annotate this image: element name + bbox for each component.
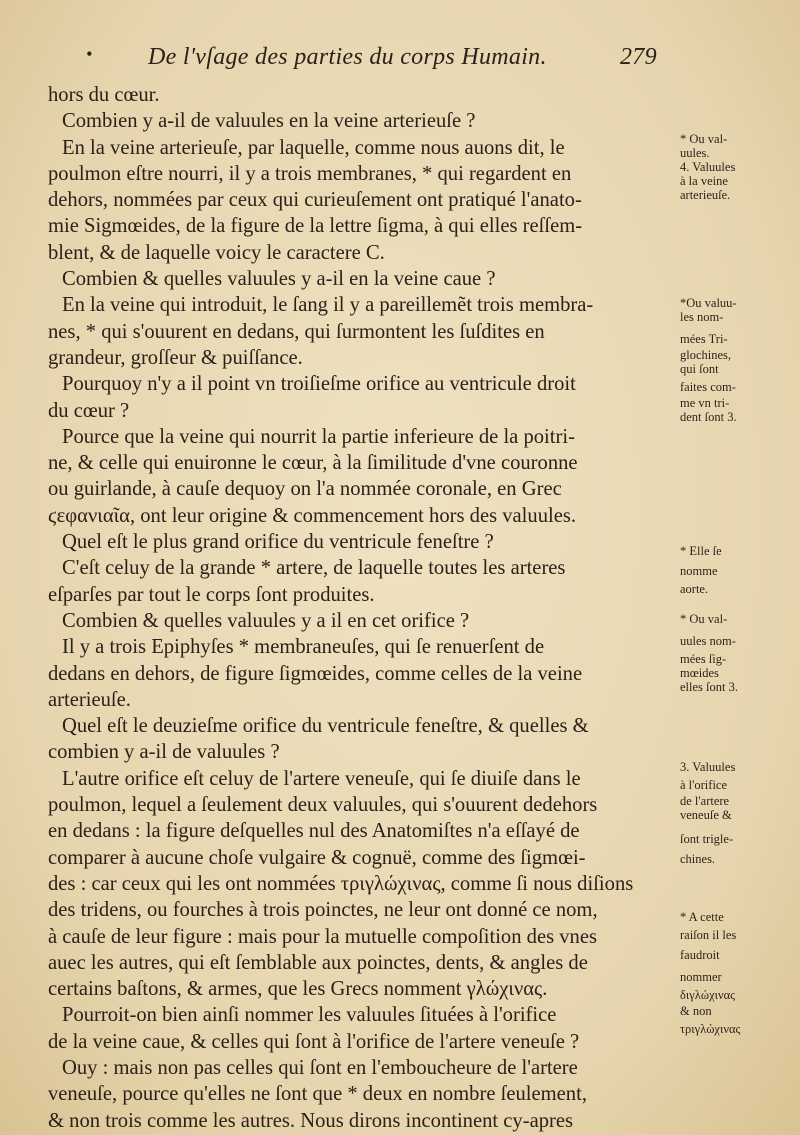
header-ornament: • xyxy=(86,44,93,64)
text-line: ne, & celle qui enuironne le cœur, à la ſimilitude d'vne couronne xyxy=(48,452,578,475)
margin-note: * Ou val- xyxy=(680,132,728,146)
margin-note: chines. xyxy=(680,852,716,866)
text-line: poulmon eſtre nourri, il y a trois membranes, * qui regardent en xyxy=(48,162,572,185)
page-number: 279 xyxy=(620,44,657,70)
margin-note: veneuſe & xyxy=(680,808,732,822)
margin-note: nommer xyxy=(680,970,722,984)
text-line: ou guirlande, à cauſe dequoy on l'a nommée coronale, en Grec xyxy=(48,478,562,501)
text-line: Ouy : mais non pas celles qui ſont en l'emboucheure de l'artere xyxy=(62,1056,578,1079)
text-line: Pource que la veine qui nourrit la partie inferieure de la poitri- xyxy=(62,425,575,448)
text-line: arterieuſe. xyxy=(48,688,131,711)
margin-note: faites com- xyxy=(680,380,736,394)
margin-note: dent ſont 3. xyxy=(680,410,737,424)
margin-note: me vn tri- xyxy=(680,396,730,410)
text-line: auec les autres, qui eſt ſemblable aux poinctes, dents, & angles de xyxy=(48,951,588,974)
text-line: comparer à aucune choſe vulgaire & cognuë, comme des ſigmœi- xyxy=(48,846,586,869)
margin-note: à la veine xyxy=(680,174,728,188)
text-line: des tridens, ou fourches à trois poinctes, ne leur ont donné ce nom, xyxy=(48,899,598,922)
margin-note: aorte. xyxy=(680,582,709,596)
text-line: mie Sigmœides, de la figure de la lettre ſigma, à qui elles reſſem- xyxy=(48,215,583,238)
text-line: Quel eſt le deuzieſme orifice du ventricule feneſtre, & quelles & xyxy=(62,715,589,738)
text-line: blent, & de laquelle voicy le caractere Ϲ. xyxy=(48,241,385,264)
text-line: dehors, nommées par ceux qui curieuſement ont pratiqué l'anato- xyxy=(48,189,582,212)
text-line: à cauſe de leur figure : mais pour la mutuelle compoſition des vnes xyxy=(48,925,598,948)
text-line: veneuſe, pource qu'elles ne ſont que * deux en nombre ſeulement, xyxy=(48,1083,587,1106)
text-line: L'autre orifice eſt celuy de l'artere veneuſe, qui ſe diuiſe dans le xyxy=(62,767,581,790)
running-header xyxy=(86,42,660,76)
margin-note: elles ſont 3. xyxy=(680,680,738,694)
margin-note: 4. Valuules xyxy=(680,160,736,174)
text-line: Pourroit-on bien ainſi nommer les valuules ſituées à l'orifice xyxy=(62,1004,557,1027)
margin-note: uules nom- xyxy=(680,634,736,648)
margin-note: mœides xyxy=(680,666,719,680)
margin-note: arterieuſe. xyxy=(680,188,731,202)
margin-note: les nom- xyxy=(680,310,724,324)
margin-note: raiſon il les xyxy=(680,928,737,942)
margin-note: & non xyxy=(680,1004,712,1018)
margin-note: τριγλώχινας xyxy=(680,1022,741,1036)
margin-note: ſont trigle- xyxy=(680,832,734,846)
margin-note: mées Tri- xyxy=(680,332,728,346)
text-line: poulmon, lequel a ſeulement deux valuules, qui s'ouurent dedehors xyxy=(48,794,598,817)
text-line: du cœur ? xyxy=(48,399,130,422)
margin-note: nomme xyxy=(680,564,718,578)
text-line: hors du cœur. xyxy=(48,84,160,106)
text-line: Combien & quelles valuules y a-il en la veine caue ? xyxy=(62,268,496,291)
margin-note: 3. Valuules xyxy=(680,760,736,774)
text-line: Combien & quelles valuules y a il en cet orifice ? xyxy=(62,609,470,632)
text-line: des : car ceux qui les ont nommées τριγλώχινας, comme ſi nous diſions xyxy=(48,872,634,895)
text-line: grandeur, groſſeur & puiſſance. xyxy=(48,346,303,369)
margin-note: * A cette xyxy=(680,910,724,924)
text-line: Quel eſt le plus grand orifice du ventricule feneſtre ? xyxy=(62,531,494,554)
margin-note: *Ou valuu- xyxy=(680,296,737,310)
text-line: en dedans : la figure deſquelles nul des Anatomiſtes n'a eſſayé de xyxy=(48,820,580,843)
text-line: eſparſes par tout le corps ſont produites. xyxy=(48,583,375,606)
margin-note: διγλώχινας xyxy=(680,988,736,1002)
margin-note: glochines, xyxy=(680,348,732,362)
text-line: En la veine arterieuſe, par laquelle, comme nous auons dit, le xyxy=(62,136,565,159)
text-line: nes, * qui s'ouurent en dedans, qui ſurmontent les ſuſdites en xyxy=(48,320,545,343)
text-line: C'eſt celuy de la grande * artere, de laquelle toutes les arteres xyxy=(62,557,566,580)
text-line: & non trois comme les autres. Nous dirons incontinent cy-apres xyxy=(48,1109,574,1132)
margin-note: uules. xyxy=(680,146,710,160)
text-line: combien y a-il de valuules ? xyxy=(48,741,280,764)
margin-note: à l'orifice xyxy=(680,778,728,792)
text-line: Combien y a-il de valuules en la veine arterieuſe ? xyxy=(62,110,476,133)
text-line: ϛεφανιαῖα, ont leur origine & commencement hors des valuules. xyxy=(48,504,577,527)
margin-note: qui ſont xyxy=(680,362,719,376)
header-title: De l'vſage des parties du corps Humain. xyxy=(148,44,547,70)
margin-note: * Elle ſe xyxy=(680,544,722,558)
text-line: Il y a trois Epiphyſes * membraneuſes, qui ſe renuerſent de xyxy=(62,636,545,659)
text-line: Pourquoy n'y a il point vn troiſieſme orifice au ventricule droit xyxy=(62,373,576,396)
margin-note: * Ou val- xyxy=(680,612,728,626)
text-line: En la veine qui introduit, le ſang il y a pareillemẽt trois membra- xyxy=(62,294,594,317)
text-line: de la veine caue, & celles qui ſont à l'orifice de l'artere veneuſe ? xyxy=(48,1030,580,1053)
text-line: dedans en dehors, de figure ſigmœides, comme celles de la veine xyxy=(48,662,583,685)
margin-note: mées ſig- xyxy=(680,652,727,666)
main-text xyxy=(48,82,678,1134)
margin-note: faudroit xyxy=(680,948,720,962)
text-line: certains baſtons, & armes, que les Grecs nomment γλώχινας. xyxy=(48,978,548,1001)
margin-note: de l'artere xyxy=(680,794,730,808)
